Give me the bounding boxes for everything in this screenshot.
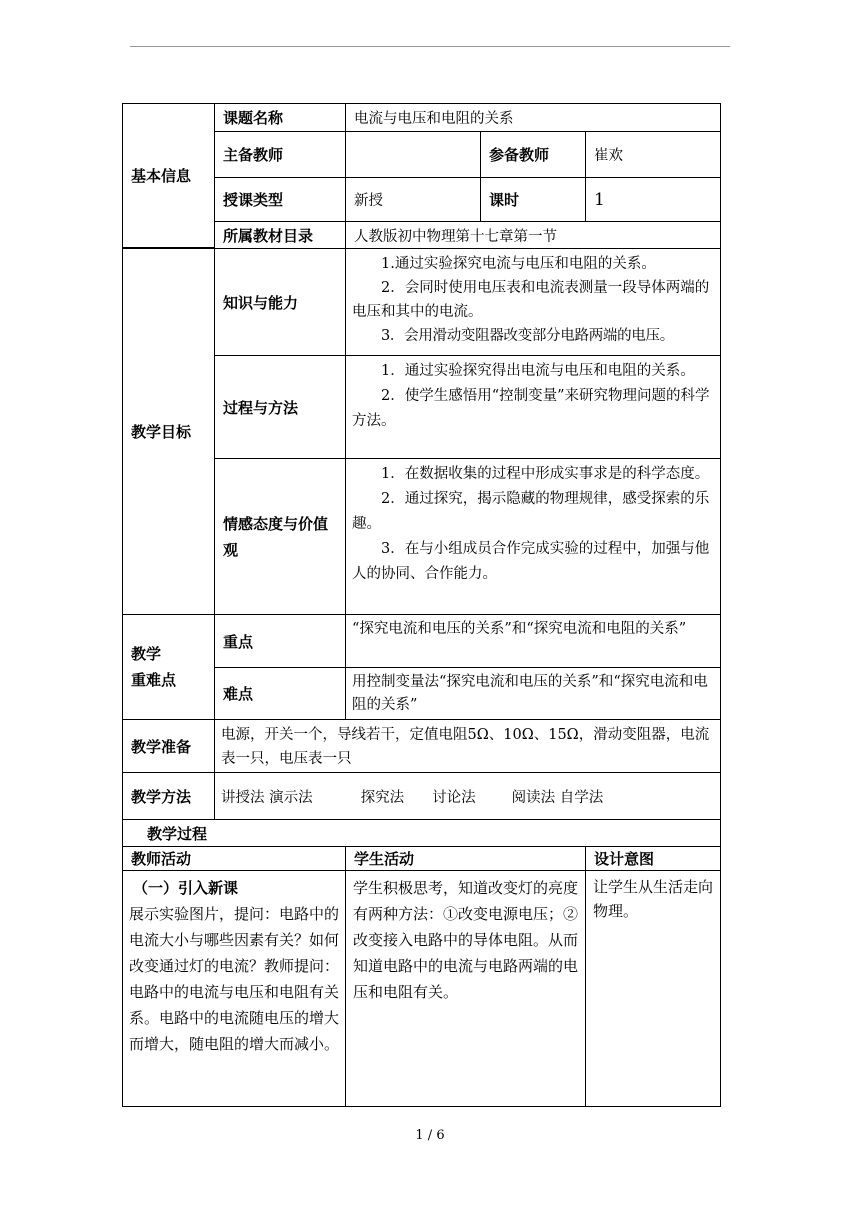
methods-label: 教学方法 — [122, 772, 215, 820]
knowledge-content — [345, 248, 721, 356]
lesson-type-label: 授课类型 — [214, 177, 346, 222]
teacher-activity-cell — [122, 870, 346, 1107]
col-design-header: 设计意图 — [585, 846, 721, 871]
design-text: 让学生从生活走向物理。 — [593, 878, 714, 920]
textbook-value: 人教版初中物理第十七章第一节 — [345, 221, 721, 249]
emotion-item: 3．在与小组成员合作完成实验的过程中，加强与他人的协同、合作能力。 — [352, 541, 710, 582]
knowledge-label: 知识与能力 — [214, 248, 346, 356]
process-item: 1．通过实验探究得出电流与电压和电阻的关系。 — [381, 363, 695, 379]
process-title: 教学过程 — [122, 819, 721, 847]
process-method-label: 过程与方法 — [214, 355, 346, 459]
knowledge-item: 1.通过实验探究电流与电压和电阻的关系。 — [381, 256, 656, 272]
periods-label: 课时 — [480, 177, 586, 222]
page-number: 1 / 6 — [415, 1128, 445, 1143]
periods-value: 1 — [585, 177, 721, 222]
textbook-label: 所属教材目录 — [214, 221, 346, 249]
col-teacher-header: 教师活动 — [122, 846, 346, 871]
goals-label: 教学目标 — [122, 248, 215, 615]
design-intent-cell — [585, 870, 721, 1107]
methods-value — [214, 772, 721, 820]
method-item: 阅读法 自学法 — [511, 789, 604, 806]
process-item: 2．使学生感悟用“控制变量”来研究物理问题的科学方法。 — [352, 388, 710, 429]
main-teacher-label: 主备教师 — [214, 131, 346, 178]
method-item: 探究法 — [360, 789, 405, 806]
lesson-type-value: 新授 — [345, 177, 481, 222]
student-text: 学生积极思考，知道改变灯的亮度有两种方法：①改变电源电压；②改变接入电路中的导体电阻。从而知道电路中的电流与电路两端的电压和电阻有关。 — [353, 879, 579, 1001]
preparation-label: 教学准备 — [122, 719, 215, 773]
basic-info-label — [122, 103, 215, 248]
key-points-label-line2: 重难点 — [131, 671, 177, 689]
key-points-label-line1: 教学 — [131, 645, 162, 663]
focus-label: 重点 — [214, 614, 346, 668]
focus-value: “探究电流和电压的关系”和“探究电流和电阻的关系” — [345, 614, 721, 668]
knowledge-item: 3．会用滑动变阻器改变部分电路两端的电压。 — [381, 328, 674, 344]
student-activity-cell — [345, 870, 586, 1107]
emotion-item: 1．在数据收集的过程中形成实事求是的科学态度。 — [381, 466, 710, 482]
difficulty-label: 难点 — [214, 667, 346, 720]
course-name-value: 电流与电压和电阻的关系 — [345, 103, 721, 132]
main-teacher-value — [345, 131, 481, 178]
difficulty-value: 用控制变量法“探究电流和电压的关系”和“探究电流和电阻的关系” — [345, 667, 721, 720]
co-teacher-value: 崔欢 — [585, 131, 721, 178]
emotion-content — [345, 458, 721, 615]
header-rule — [130, 46, 730, 47]
col-student-header: 学生活动 — [345, 846, 586, 871]
preparation-value: 电源，开关一个，导线若干，定值电阻5Ω、10Ω、15Ω，滑动变阻器，电流表一只，电压表一只 — [214, 719, 721, 773]
teacher-text: 展示实验图片，提问：电路中的电流大小与哪些因素有关？如何改变通过灯的电流？教师提问：电路中的电流与电压和电阻有关系。电路中的电流随电压的增大而增大，随电阻的增大而减小。 — [129, 905, 340, 1053]
key-points-label — [122, 614, 215, 720]
method-item: 讲授法 演示法 — [221, 789, 313, 806]
method-item: 讨论法 — [432, 789, 476, 806]
co-teacher-label: 参备教师 — [480, 131, 586, 178]
course-name-label: 课题名称 — [214, 103, 346, 132]
teacher-heading: （一）引入新课 — [133, 879, 239, 897]
emotion-label: 情感态度与价值观 — [214, 458, 346, 615]
knowledge-item: 2．会同时使用电压表和电流表测量一段导体两端的电压和其中的电流。 — [352, 280, 710, 320]
basic-info-label-text: 基本信息 — [131, 167, 192, 185]
emotion-item: 2．通过探究，揭示隐藏的物理规律，感受探索的乐趣。 — [352, 491, 710, 532]
process-method-content — [345, 355, 721, 459]
